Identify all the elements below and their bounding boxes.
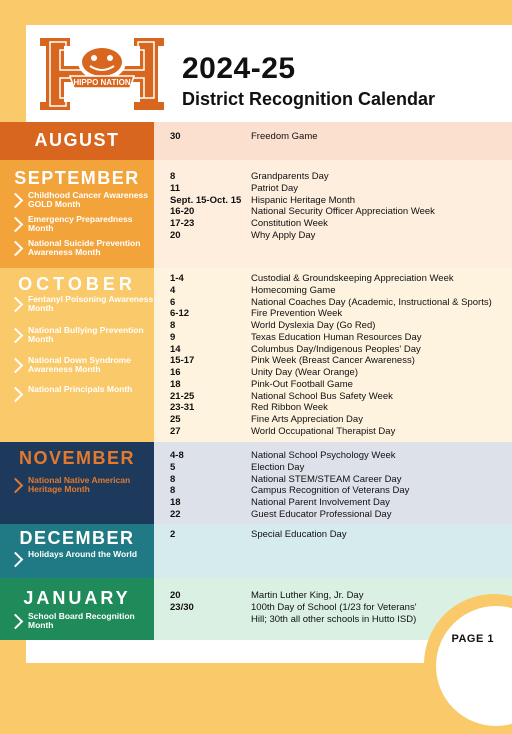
event-name: Freedom Game — [251, 131, 318, 142]
event-date: 6 — [170, 296, 176, 308]
recognition-label: Childhood Cancer Awareness GOLD Month — [28, 190, 148, 209]
section-november — [0, 442, 512, 524]
event-date: 6-12 — [170, 308, 190, 320]
event-date: 9 — [170, 331, 176, 343]
event-name: Hispanic Heritage Month — [251, 194, 356, 206]
recognition-label: National Principals Month — [28, 384, 133, 394]
event-name: Homecoming Game — [251, 284, 336, 296]
event-date: 25 — [170, 414, 181, 425]
recognition-label: Fentanyl Poisoning Awareness Month — [28, 294, 154, 313]
event-name: Election Day — [251, 461, 305, 473]
event-date: 4 — [170, 284, 176, 296]
event-date: 18 — [170, 497, 181, 508]
event-name: Special Education Day — [251, 529, 347, 540]
month-heading-december: DECEMBER — [19, 528, 135, 548]
event-date: 8 — [170, 171, 176, 182]
recognition-label: Holidays Around the World — [28, 549, 138, 559]
event-name: Red Ribbon Week — [251, 402, 328, 414]
section-october — [0, 268, 512, 442]
event-name: National STEM/STEAM Career Day — [251, 473, 402, 485]
dates-column — [170, 171, 241, 242]
event-name: World Occupational Therapist Day — [251, 425, 396, 437]
event-date: 16-20 — [170, 206, 195, 218]
event-date: 8 — [170, 320, 176, 331]
month-heading-january: JANUARY — [23, 588, 131, 608]
page-number: PAGE 1 — [451, 633, 494, 645]
dates-column — [170, 590, 194, 625]
event-date: 14 — [170, 343, 181, 355]
event-date: 20 — [170, 229, 181, 241]
month-heading-september: SEPTEMBER — [14, 168, 140, 188]
event-name: Pink-Out Football Game — [251, 378, 353, 390]
event-date: 30 — [170, 131, 181, 142]
event-name: 100th Day of School (1/23 for Veterans' — [251, 601, 417, 613]
event-name: National Security Officer Appreciation Week — [251, 206, 435, 218]
event-date: 8 — [170, 473, 176, 485]
events-column — [251, 529, 506, 541]
event-name: Custodial & Groundskeeping Appreciation Week — [251, 273, 454, 284]
event-date: 1-4 — [170, 273, 184, 284]
logo-text: HIPPO NATION — [73, 78, 131, 87]
month-heading-october: OCTOBER — [18, 274, 136, 294]
section-september — [0, 160, 512, 268]
event-name: Why Apply Day — [251, 229, 316, 241]
month-heading-august: AUGUST — [34, 130, 120, 150]
event-name: World Dyslexia Day (Go Red) — [251, 320, 376, 331]
event-name: National School Psychology Week — [251, 450, 396, 461]
dates-column — [170, 131, 181, 143]
section-august — [0, 122, 512, 160]
hippo-nation-logo — [36, 32, 168, 116]
event-name: Pink Week (Breast Cancer Awareness) — [251, 355, 415, 367]
event-date: 15-17 — [170, 355, 195, 367]
dates-column — [170, 450, 184, 521]
events-column — [251, 131, 506, 143]
event-name: Fire Prevention Week — [251, 308, 343, 320]
month-heading-november: NOVEMBER — [18, 448, 135, 468]
events-column — [251, 171, 506, 242]
recognition-label: National Native American Heritage Month — [28, 475, 131, 494]
section-december — [0, 524, 512, 578]
dates-column — [170, 529, 175, 541]
recognition-label: School Board Recognition Month — [28, 611, 135, 630]
page-title-year: 2024-25 — [182, 52, 296, 85]
event-date: 4-8 — [170, 450, 184, 461]
recognition-label: National Bullying Prevention Month — [28, 325, 144, 344]
event-date: 27 — [170, 425, 181, 437]
event-date: 5 — [170, 461, 176, 473]
recognition-label: Emergency Preparedness Month — [28, 214, 133, 233]
event-date: 21-25 — [170, 390, 195, 402]
event-date: 23/30 — [170, 601, 194, 613]
event-name: Campus Recognition of Veterans Day — [251, 485, 410, 497]
page-title: District Recognition Calendar — [182, 89, 436, 109]
event-date: 23-31 — [170, 402, 195, 414]
event-date — [170, 614, 194, 626]
recognition-label: National Suicide Prevention Awareness Month — [28, 238, 141, 257]
event-name: Constitution Week — [251, 218, 328, 229]
recognition-label: National Down Syndrome Awareness Month — [28, 355, 131, 374]
event-name: Martin Luther King, Jr. Day — [251, 590, 364, 601]
event-date: 16 — [170, 367, 181, 378]
event-name: National School Bus Safety Week — [251, 390, 393, 402]
event-date: 22 — [170, 508, 181, 520]
event-name: Patriot Day — [251, 182, 298, 194]
event-name: Fine Arts Appreciation Day — [251, 414, 363, 425]
events-column — [251, 450, 506, 521]
event-date: 18 — [170, 378, 181, 390]
event-date: 20 — [170, 590, 181, 601]
event-name: National Coaches Day (Academic, Instructional & Sports) — [251, 296, 492, 308]
dates-column — [170, 273, 194, 438]
event-date: 2 — [170, 529, 176, 540]
event-name: Hill; 30th all other schools in Hutto ISD) — [251, 613, 417, 625]
event-name: Grandparents Day — [251, 171, 329, 182]
event-name: Columbus Day/Indigenous Peoples' Day — [251, 343, 421, 355]
event-date: 11 — [170, 182, 181, 194]
event-name: Guest Educator Professional Day — [251, 508, 392, 520]
event-date: Sept. 15-Oct. 15 — [170, 194, 242, 206]
event-date: 8 — [170, 485, 176, 497]
event-date: 17-23 — [170, 218, 195, 229]
event-name: National Parent Involvement Day — [251, 497, 390, 508]
event-name: Unity Day (Wear Orange) — [251, 367, 358, 378]
event-name: Texas Education Human Resources Day — [251, 331, 422, 343]
events-column — [251, 273, 506, 438]
